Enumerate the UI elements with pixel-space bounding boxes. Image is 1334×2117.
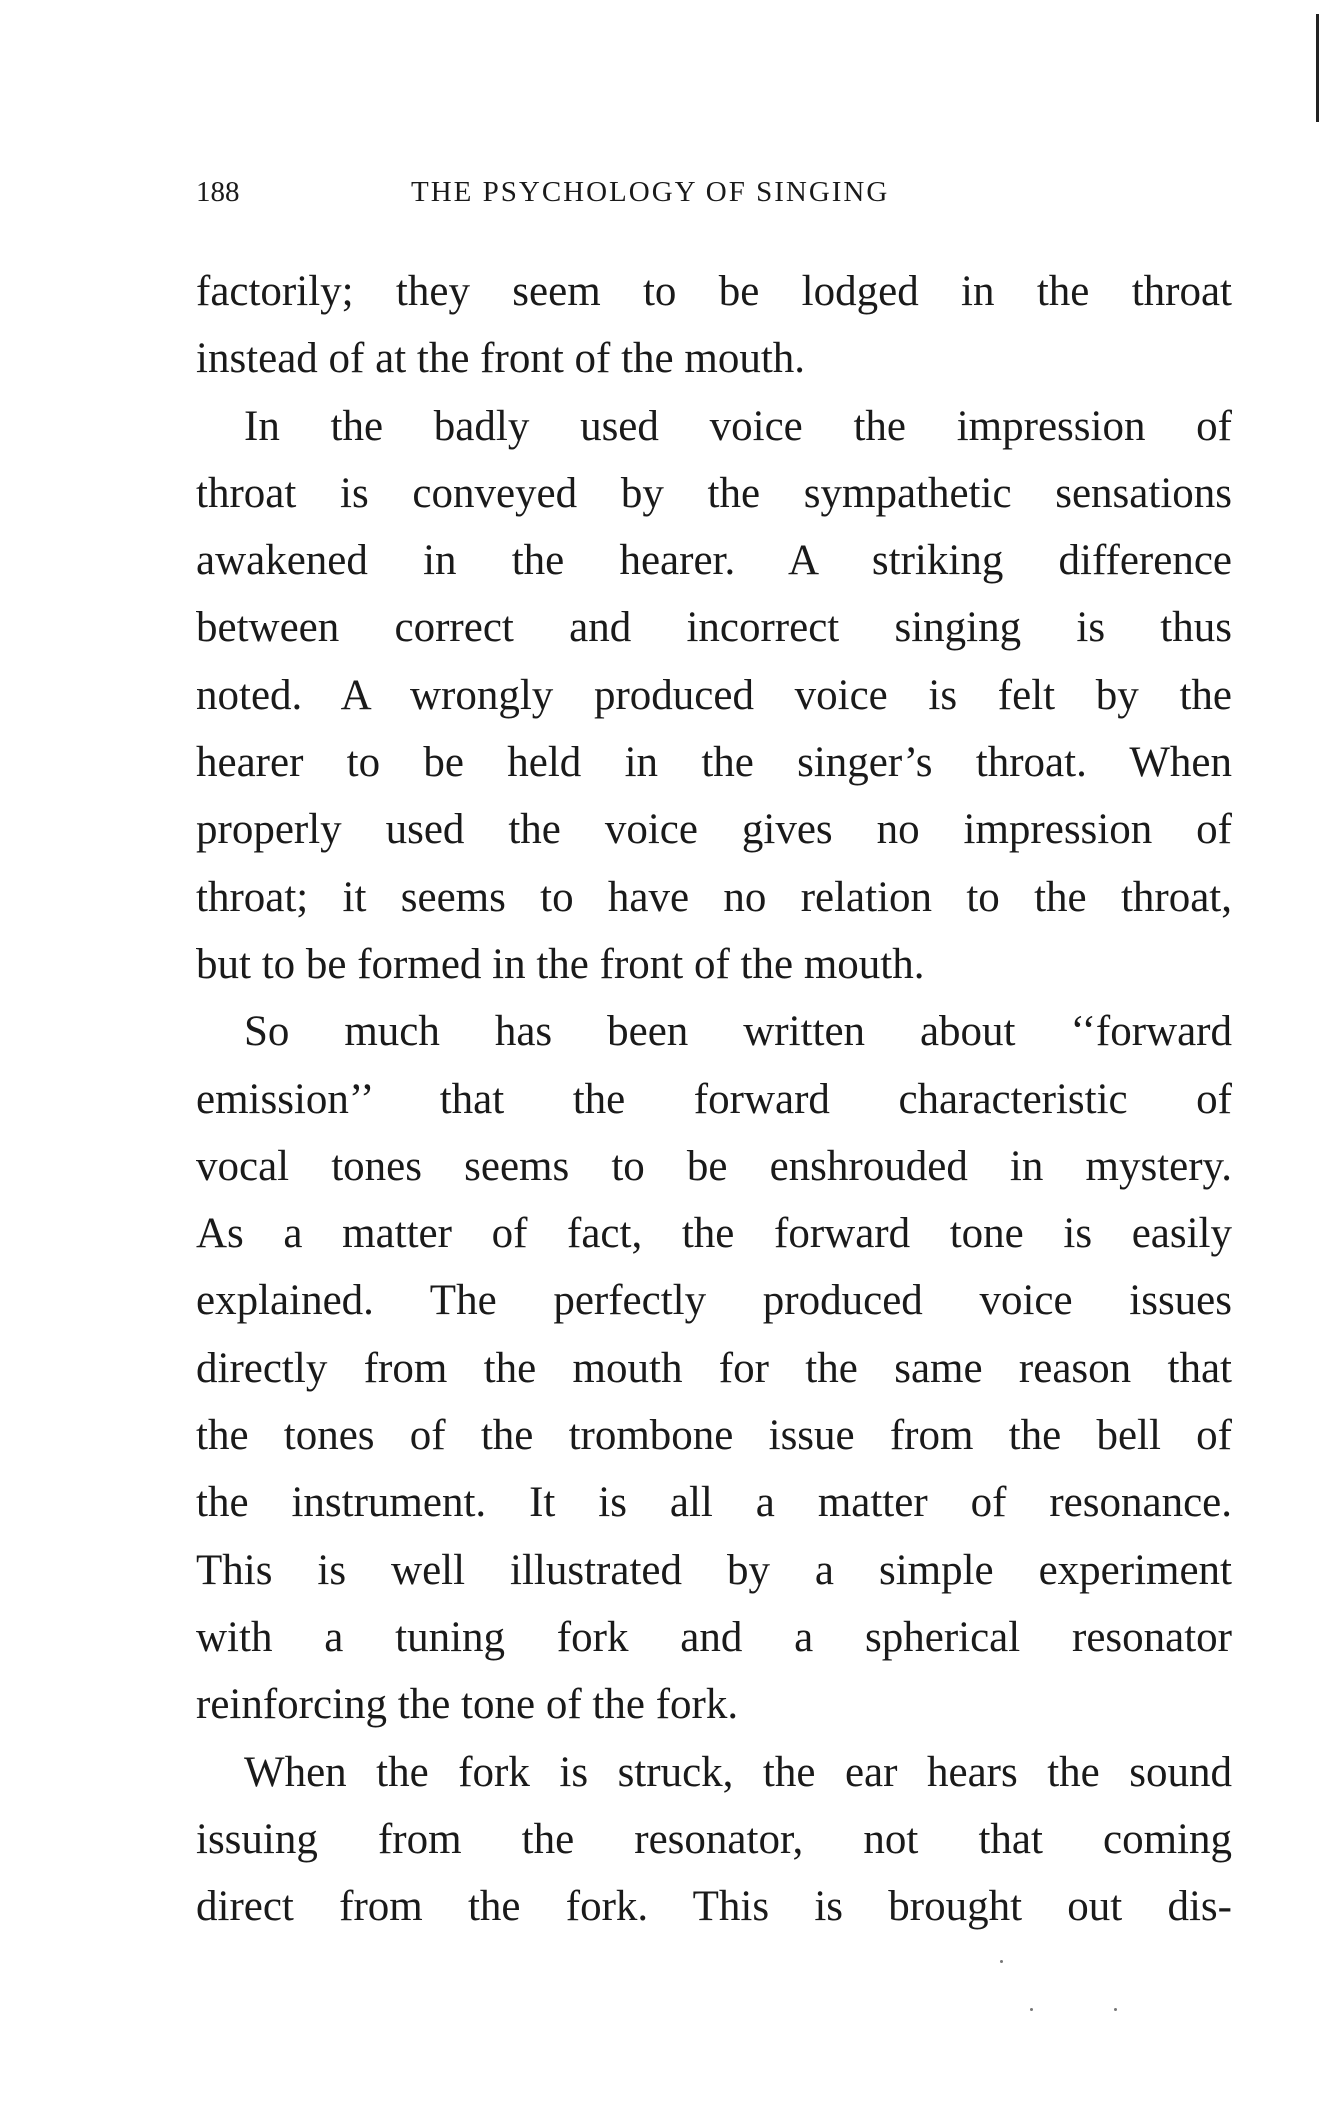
text-line: the instrument. It is all a matter of resonance. xyxy=(196,1479,1232,1527)
text-line: between correct and incorrect singing is thus xyxy=(196,604,1232,652)
text-line: hearer to be held in the singer’s throat. When xyxy=(196,739,1232,787)
text-line: noted. A wrongly produced voice is felt by the xyxy=(196,671,1232,719)
text-line: direct from the fork. This is brought out dis- xyxy=(196,1883,1232,1931)
text-line: vocal tones seems to be enshrouded in mystery. xyxy=(196,1142,1232,1190)
text-line: This is well illustrated by a simple experiment xyxy=(196,1546,1232,1594)
page-number: 188 xyxy=(196,176,240,208)
scan-speck xyxy=(1114,2008,1117,2011)
text-line: issuing from the resonator, not that coming xyxy=(196,1815,1232,1863)
running-head xyxy=(196,176,1236,216)
text-line: When the fork is struck, the ear hears the sound xyxy=(244,1748,1232,1796)
text-line: As a matter of fact, the forward tone is easily xyxy=(196,1210,1232,1258)
body-text xyxy=(196,258,1232,1940)
scan-speck xyxy=(1030,2008,1033,2011)
text-line: with a tuning fork and a spherical resonator xyxy=(196,1613,1232,1661)
text-line: directly from the mouth for the same reason that xyxy=(196,1344,1232,1392)
text-line: explained. The perfectly produced voice issues xyxy=(196,1277,1232,1325)
text-line: So much has been written about ‘‘forward xyxy=(244,1008,1232,1056)
running-title: THE PSYCHOLOGY OF SINGING xyxy=(411,176,890,208)
page-edge-mark xyxy=(1316,14,1319,122)
text-line: factorily; they seem to be lodged in the throat xyxy=(196,268,1232,315)
text-line: reinforcing the tone of the fork. xyxy=(196,1681,739,1729)
text-line: but to be formed in the front of the mouth. xyxy=(196,940,925,988)
text-line: instead of at the front of the mouth. xyxy=(196,335,806,383)
text-line: awakened in the hearer. A striking difference xyxy=(196,537,1232,585)
text-line: properly used the voice gives no impression of xyxy=(196,806,1232,854)
text-line: In the badly used voice the impression of xyxy=(244,402,1232,450)
text-line: emission’’ that the forward characteristic of xyxy=(196,1075,1232,1123)
text-line: throat is conveyed by the sympathetic sensations xyxy=(196,469,1232,517)
scan-speck xyxy=(1000,1960,1003,1963)
text-line: the tones of the trombone issue from the bell of xyxy=(196,1412,1232,1460)
text-line: throat; it seems to have no relation to the throat, xyxy=(196,873,1232,921)
